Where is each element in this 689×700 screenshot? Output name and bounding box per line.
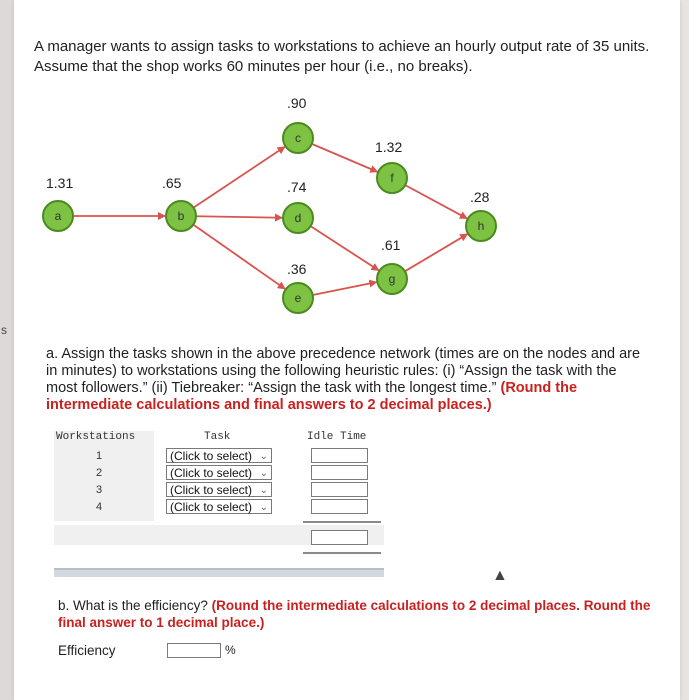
edge-letter: s bbox=[1, 323, 7, 337]
node-time-a: 1.31 bbox=[46, 175, 74, 191]
edge-b-d bbox=[196, 216, 282, 217]
table-footer-band bbox=[54, 568, 384, 577]
total-underline bbox=[303, 552, 381, 554]
chevron-down-icon: ⌄ bbox=[259, 502, 268, 513]
node-label-d: d bbox=[294, 211, 302, 225]
node-label-e: e bbox=[294, 291, 302, 305]
node-time-b: .65 bbox=[162, 175, 182, 191]
header-idle-time: Idle Time bbox=[307, 431, 367, 443]
node-time-c: .90 bbox=[287, 95, 307, 111]
part-a-text: a. Assign the tasks shown in the above precedence network (times are on the nodes and are in minutes) to workstations using the following heuristic rules: (i) “Assign the task with the most followers.” (ii) Tiebreaker: “Assign the task with the longest time.” bbox=[46, 346, 641, 396]
row-number: 3 bbox=[95, 484, 103, 496]
efficiency-input[interactable] bbox=[167, 643, 221, 658]
node-label-h: h bbox=[477, 219, 485, 233]
chevron-down-icon: ⌄ bbox=[259, 451, 268, 462]
left-edge-strip bbox=[0, 0, 14, 700]
edge-b-e bbox=[193, 225, 285, 289]
part-b-text: b. What is the efficiency? bbox=[58, 598, 208, 613]
idle-time-total-input[interactable] bbox=[311, 530, 368, 545]
row-number: 2 bbox=[95, 467, 103, 479]
node-time-g: .61 bbox=[381, 237, 401, 253]
node-time-e: .36 bbox=[287, 261, 307, 277]
question-intro: A manager wants to assign tasks to workstations to achieve an hourly output rate of 35 units. Assume that the shop works 60 minutes per hour (i.e., no breaks). bbox=[34, 38, 650, 75]
part-a-instruction: (Round the intermediate calculations and final answers to 2 decimal places.) bbox=[46, 380, 578, 413]
idle-time-input-3[interactable] bbox=[311, 482, 368, 497]
edge-g-h bbox=[405, 234, 467, 271]
header-task: Task bbox=[204, 431, 231, 443]
node-time-h: .28 bbox=[470, 189, 490, 205]
idle-time-input-2[interactable] bbox=[311, 465, 368, 480]
network-nodes bbox=[43, 95, 496, 313]
chevron-down-icon: ⌄ bbox=[259, 485, 268, 496]
header-workstations: Workstations bbox=[56, 431, 136, 443]
idle-time-input-4[interactable] bbox=[311, 499, 368, 514]
node-label-b: b bbox=[177, 209, 185, 223]
node-label-a: a bbox=[54, 209, 62, 223]
row-number: 1 bbox=[95, 450, 103, 462]
select-value: (Click to select) bbox=[170, 449, 253, 463]
node-time-f: 1.32 bbox=[375, 139, 403, 155]
precedence-network bbox=[14, 0, 680, 330]
node-label-f: f bbox=[390, 171, 394, 185]
efficiency-label: Efficiency bbox=[58, 643, 116, 658]
task-select-4[interactable] bbox=[166, 499, 272, 514]
task-select-3[interactable] bbox=[166, 482, 272, 497]
part-a-question bbox=[46, 346, 652, 414]
mouse-cursor-icon: ▲ bbox=[492, 567, 508, 584]
select-value: (Click to select) bbox=[170, 466, 253, 480]
part-b-question bbox=[58, 597, 658, 631]
node-label-c: c bbox=[295, 131, 301, 145]
edge-d-g bbox=[311, 226, 379, 270]
task-select-1[interactable] bbox=[166, 448, 272, 463]
row-number: 4 bbox=[95, 501, 103, 513]
edge-e-g bbox=[313, 282, 377, 295]
task-select-2[interactable] bbox=[166, 465, 272, 480]
question-page bbox=[14, 0, 680, 700]
select-value: (Click to select) bbox=[170, 500, 253, 514]
network-edges bbox=[73, 144, 467, 295]
edge-f-h bbox=[405, 185, 467, 218]
chevron-down-icon: ⌄ bbox=[259, 468, 268, 479]
edge-b-c bbox=[193, 147, 284, 208]
select-value: (Click to select) bbox=[170, 483, 253, 497]
node-label-g: g bbox=[388, 272, 396, 286]
part-b-instruction: (Round the intermediate calculations to 2 decimal places. Round the final answer to 1 decimal place.) bbox=[58, 598, 651, 630]
idle-time-input-1[interactable] bbox=[311, 448, 368, 463]
node-time-d: .74 bbox=[287, 179, 307, 195]
edge-c-f bbox=[312, 144, 377, 172]
total-divider bbox=[303, 521, 381, 523]
percent-unit: % bbox=[225, 643, 236, 657]
